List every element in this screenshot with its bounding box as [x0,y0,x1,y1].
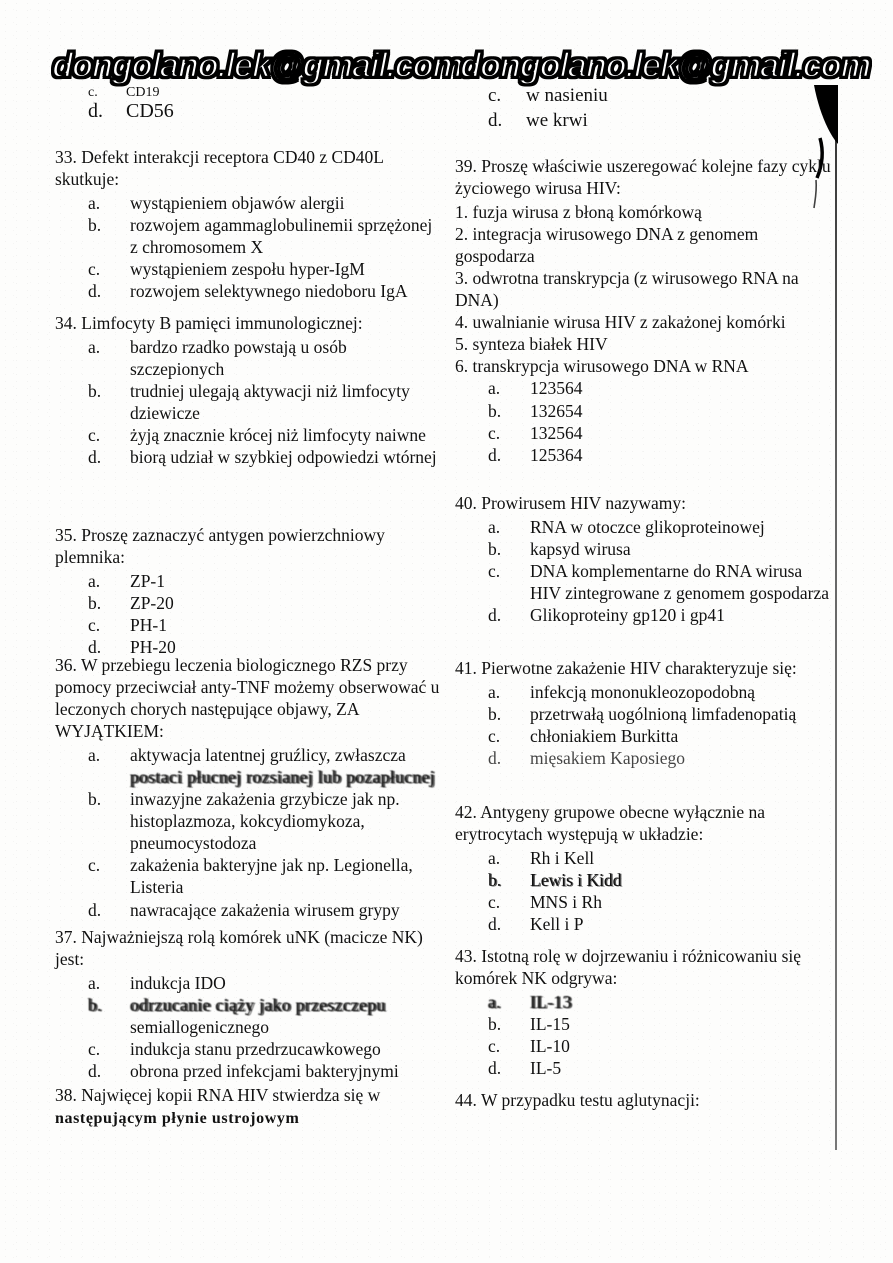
option-letter: d. [88,100,103,122]
option-letter: c. [488,85,502,106]
option-row [488,560,837,604]
option-text: 132654 [530,400,583,421]
question-39 [455,155,837,466]
question-number: 42. [455,802,477,822]
option-text: IL-10 [530,1036,570,1057]
option-text: DNA komplementarne do RNA wirusa HIV zintegrowane z genomem gospodarza [530,561,830,604]
option-letter: b. [88,381,102,402]
option-text: biorą udział w szybkiej odpowiedzi wtórnej [130,447,437,468]
question-number: 37. [55,927,77,947]
option-row [488,444,837,466]
option-letter: a. [488,682,501,703]
option-row [88,570,440,592]
smeared-print-line: postaci płucnej rozsianej lub pozapłucnej [130,767,436,788]
question-stem: 37. Najważniejszą rolą komórek uNK (macicze NK) jest: [55,927,423,970]
question-40 [455,492,837,626]
option-text: we krwi [526,110,588,131]
option-row [488,991,837,1013]
question-number: 38. [55,1085,77,1105]
option-letter: c. [488,422,501,443]
option-row [88,899,440,921]
option-row [488,703,837,725]
option-letter: a. [88,973,101,994]
option-row [488,747,837,769]
question-stem: 34. Limfocyty B pamięci immunologicznej: [55,313,363,333]
option-text: RNA w otoczce glikoproteinowej [530,517,765,538]
option-row [488,913,837,935]
question-37 [55,926,440,1082]
option-letter: c. [88,425,101,446]
option-row [488,1035,837,1057]
option-letter: b. [88,789,102,810]
option-letter: c. [488,1036,501,1057]
option-letter: c. [88,85,98,100]
option-letter: a. [488,517,501,538]
option-row [88,336,440,380]
orphan-option [488,84,608,108]
option-letter: b. [488,1014,502,1035]
option-text: aktywacja latentnej gruźlicy, zwłaszcza postaci płucnej rozsianej lub pozapłucnej [130,745,436,788]
option-text: ZP-1 [130,571,165,592]
question-number: 35. [55,525,77,545]
option-letter: b. [488,870,502,891]
option-letter: c. [88,259,101,280]
option-text: IL-13 [530,992,572,1013]
option-text: PH-20 [130,637,176,658]
phase-item: 1. fuzja wirusa z błoną komórkową [455,202,702,223]
option-text: przetrwałą uogólnioną limfadenopatią [530,704,797,725]
option-row [488,869,837,891]
option-text: wystąpieniem objawów alergii [130,193,345,214]
question-42 [455,801,837,935]
option-row [88,788,440,854]
option-letter: d. [488,444,502,465]
option-letter: b. [488,539,502,560]
option-text: PH-1 [130,615,167,636]
orphan-option [488,109,588,133]
question-number: 34. [55,313,77,333]
option-letter: c. [488,892,501,913]
option-text: indukcja stanu przedrzucawkowego [130,1039,381,1060]
option-text: rozwojem agammaglobulinemii sprzężonej z chromosomem X [130,215,433,258]
option-letter: d. [488,748,502,769]
option-text: rozwojem selektywnego niedoboru IgA [130,281,408,302]
watermark-email-right: dongolano.lek@gmail.com [460,46,870,85]
option-text: Lewis i Kidd [530,870,622,891]
phase-item: 2. integracja wirusowego DNA z genomem gospodarza [455,224,759,267]
option-letter: d. [88,281,102,302]
option-text: IL-5 [530,1058,562,1079]
option-letter: b. [88,995,102,1016]
question-stem: 41. Pierwotne zakażenie HIV charakteryzuje się: [455,658,797,678]
question-41 [455,657,837,769]
option-text: IL-15 [530,1014,570,1035]
option-text: zakażenia bakteryjne jak np. Legionella, Listeria [130,855,413,898]
option-text: bardzo rzadko powstają u osób szczepionych [130,337,347,380]
option-letter: d. [488,914,502,935]
option-row [488,538,837,560]
option-letter: a. [488,378,501,399]
question-stem: 44. W przypadku testu aglutynacji: [455,1090,700,1110]
option-row [488,604,837,626]
question-stem: 42. Antygeny grupowe obecne wyłącznie na erytrocytach występują w układzie: [455,802,766,845]
phase-item: 5. synteza białek HIV [455,334,608,355]
option-text: żyją znacznie krócej niż limfocyty naiwne [130,425,426,446]
option-row [88,280,440,302]
option-text: 125364 [530,444,583,465]
option-letter: a. [488,848,501,869]
question-43 [455,945,837,1079]
phase-item: 4. uwalnianie wirusa HIV z zakażonej komórki [455,312,786,333]
option-letter: d. [488,605,502,626]
option-row [88,214,440,258]
option-text: wystąpieniem zespołu hyper-IgM [130,259,365,280]
question-stem: 36. W przebiegu leczenia biologicznego RZS przy pomocy przeciwciał anty-TNF możemy obserwować u leczonych chorych następujące objawy, ZA WYJĄTKIEM: [55,655,440,742]
question-number: 39. [455,156,477,176]
option-letter: a. [88,193,101,214]
option-text: MNS i Rh [530,892,602,913]
option-letter: a. [88,571,101,592]
question-stem: 43. Istotną rolę w dojrzewaniu i różnicowaniu się komórek NK odgrywa: [455,946,802,989]
option-letter: c. [88,1039,101,1060]
option-text: trudniej ulegają aktywacji niż limfocyty dziewicze [130,381,410,424]
option-letter: c. [488,726,501,747]
option-row [88,614,440,636]
option-row [488,725,837,747]
option-text: Kell i P [530,914,584,935]
option-letter: c. [88,615,101,636]
option-row [88,972,440,994]
option-text: 132564 [530,422,583,443]
option-text: 123564 [530,378,583,399]
option-text: CD19 [126,85,160,100]
question-stem: 38. Najwięcej kopii RNA HIV stwierdza się w następującym płynie ustrojowym [55,1085,381,1128]
option-letter: d. [488,1058,502,1079]
option-letter: a. [88,745,101,766]
question-38 [55,1084,440,1131]
option-row [88,1060,440,1082]
question-number: 41. [455,658,477,678]
option-letter: d. [488,110,503,131]
option-letter: d. [88,899,102,920]
question-stem: 40. Prowirusem HIV nazywamy: [455,493,687,513]
phase-item: 3. odwrotna transkrypcja (z wirusowego RNA na DNA) [455,268,799,311]
question-number: 43. [455,946,477,966]
option-text: ZP-20 [130,593,174,614]
question-36 [55,654,440,921]
option-text: w nasieniu [526,85,608,106]
option-letter: b. [488,400,502,421]
option-row [88,592,440,614]
question-34 [55,312,440,468]
option-text: infekcją mononukleozopodobną [530,682,756,703]
option-row [88,258,440,280]
option-letter: b. [488,704,502,725]
question-number: 40. [455,493,477,513]
option-letter: d. [88,637,102,658]
question-number: 36. [55,655,77,675]
phase-item: 6. transkrypcja wirusowego DNA w RNA [455,356,749,377]
question-stem: 39. Proszę właściwie uszeregować kolejne fazy cyklu życiowego wirusa HIV: [455,156,831,199]
option-row [488,400,837,422]
question-44 [455,1089,837,1113]
question-35 [55,524,440,658]
option-row [488,516,837,538]
option-row [488,891,837,913]
option-row [488,847,837,869]
option-row [488,1057,837,1079]
option-text: obrona przed infekcjami bakteryjnymi [130,1061,399,1082]
option-letter: d. [88,447,102,468]
question-number: 44. [455,1090,477,1110]
option-row [488,1013,837,1035]
option-text: mięsakiem Kaposiego [530,748,686,769]
option-letter: a. [88,337,101,358]
option-row [88,854,440,898]
option-letter: b. [88,593,102,614]
option-text: chłoniakiem Burkitta [530,726,679,747]
option-row [88,744,440,788]
option-row [88,446,440,468]
option-letter: d. [88,1061,102,1082]
option-row [488,681,837,703]
option-letter: b. [88,215,102,236]
option-text: Glikoproteiny gp120 i gp41 [530,605,725,626]
option-letter: c. [88,855,101,876]
option-text: Rh i Kell [530,848,595,869]
option-text: odrzucanie ciąży jako przeszczepu semiallogenicznego [130,995,386,1038]
option-row [88,192,440,214]
option-row [88,380,440,424]
option-letter: c. [488,561,501,582]
option-row [488,377,837,399]
question-33 [55,146,440,302]
orphan-option [88,99,174,124]
option-row [88,994,440,1038]
question-stem: 35. Proszę zaznaczyć antygen powierzchniowy plemnika: [55,525,385,568]
option-text: nawracające zakażenia wirusem grypy [130,899,400,920]
option-text: CD56 [126,100,174,122]
question-stem: 33. Defekt interakcji receptora CD40 z CD40L skutkuje: [55,147,384,190]
smeared-print-line: odrzucanie ciąży jako przeszczepu [130,995,386,1016]
option-row [88,424,440,446]
question-number: 33. [55,147,77,167]
option-letter: a. [488,992,501,1013]
option-text: inwazyjne zakażenia grzybicze jak np. histoplazmoza, kokcydiomykoza, pneumocystodoza [130,789,400,854]
option-text: indukcja IDO [130,973,226,994]
option-row [488,422,837,444]
watermark-email-left: dongolano.lek@gmail.com [52,46,462,85]
question-stem-continuation: następującym płynie ustrojowym [55,1110,300,1128]
option-text: kapsyd wirusa [530,539,631,560]
option-row [88,1038,440,1060]
